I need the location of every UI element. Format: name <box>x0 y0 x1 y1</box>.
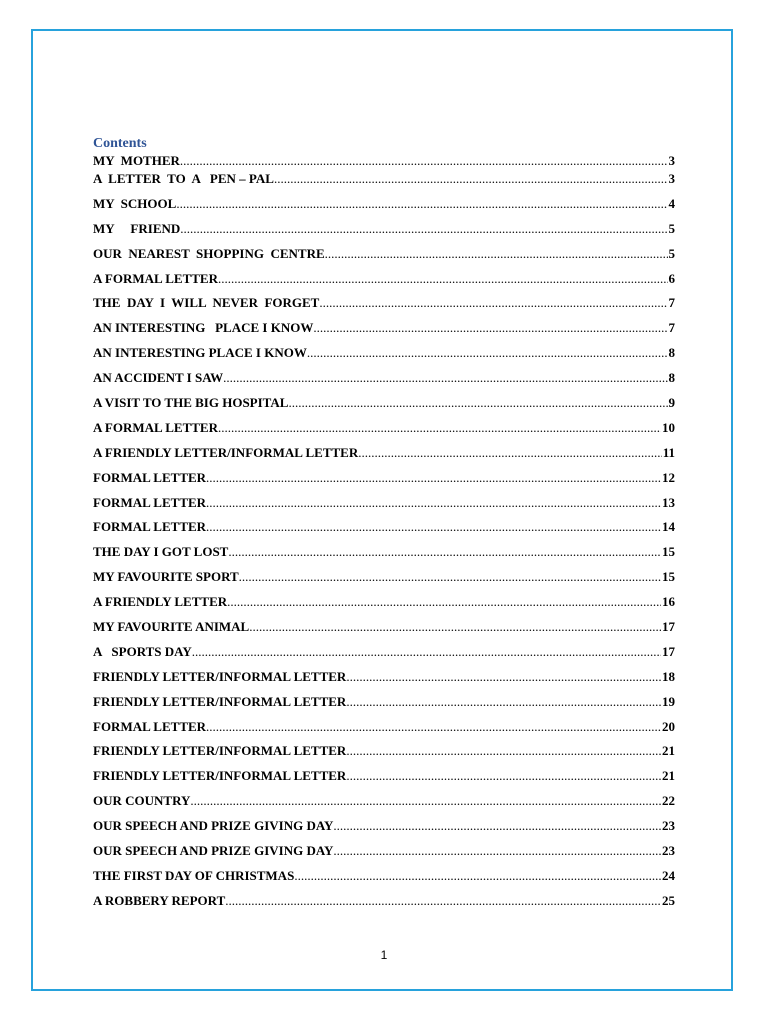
toc-dot-leader <box>225 893 661 909</box>
toc-entry-page-number[interactable]: 21 <box>662 743 675 759</box>
toc-entry-title[interactable]: FRIENDLY LETTER/INFORMAL LETTER <box>93 743 347 759</box>
page-number: 1 <box>380 948 388 962</box>
toc-dot-leader <box>206 519 661 535</box>
toc-entry-title[interactable]: OUR NEAREST SHOPPING CENTRE <box>93 245 325 261</box>
toc-entry-title[interactable]: FORMAL LETTER <box>93 494 207 510</box>
toc-entry-page-number[interactable]: 5 <box>668 220 675 236</box>
toc-entry-page-number[interactable]: 10 <box>662 419 675 435</box>
toc-dot-leader <box>218 420 661 436</box>
toc-dot-leader <box>319 295 667 311</box>
toc-dot-leader <box>227 594 661 610</box>
toc-entry[interactable] <box>93 694 675 719</box>
toc-entry-page-number[interactable]: 12 <box>662 469 675 485</box>
toc-dot-leader <box>325 246 668 262</box>
toc-entry-page-number[interactable]: 11 <box>662 444 675 460</box>
toc-entry-page-number[interactable]: 15 <box>662 544 675 560</box>
toc-entry-title[interactable]: OUR SPEECH AND PRIZE GIVING DAY <box>93 818 334 834</box>
toc-dot-leader <box>294 868 661 884</box>
toc-dot-leader <box>206 719 661 735</box>
toc-entry[interactable] <box>93 644 675 669</box>
toc-entry[interactable] <box>93 619 675 644</box>
toc-dot-leader <box>288 395 667 411</box>
toc-entry-title[interactable]: THE DAY I WILL NEVER FORGET <box>93 295 320 311</box>
toc-entry[interactable] <box>93 221 675 246</box>
toc-entry[interactable] <box>93 495 675 520</box>
toc-entry-title[interactable]: MY MOTHER <box>93 153 180 168</box>
toc-entry-page-number[interactable]: 23 <box>662 843 675 859</box>
toc-entry[interactable] <box>93 345 675 370</box>
toc-entry[interactable] <box>93 420 675 445</box>
toc-entry[interactable] <box>93 295 675 320</box>
toc-entry-page-number[interactable]: 7 <box>668 295 675 311</box>
toc-entry[interactable] <box>93 868 675 893</box>
toc-entry-page-number[interactable]: 8 <box>668 370 675 386</box>
toc-entry[interactable] <box>93 818 675 843</box>
toc-dot-leader <box>346 743 661 759</box>
toc-dot-leader <box>346 694 661 710</box>
toc-dot-leader <box>206 470 661 486</box>
toc-entry-page-number[interactable]: 24 <box>662 867 675 883</box>
toc-dot-leader <box>333 818 661 834</box>
toc-entry-page-number[interactable]: 17 <box>662 643 675 659</box>
toc-entry[interactable] <box>93 768 675 793</box>
toc-dot-leader <box>176 196 667 212</box>
toc-entry-page-number[interactable]: 4 <box>668 195 675 211</box>
toc-dot-leader <box>192 644 661 660</box>
toc-entry[interactable] <box>93 569 675 594</box>
toc-entry-page-number[interactable]: 23 <box>662 818 675 834</box>
toc-heading: Contents <box>93 136 147 151</box>
toc-entry-page-number[interactable]: 21 <box>662 768 675 784</box>
toc-dot-leader <box>223 370 667 386</box>
toc-entry-title[interactable]: FRIENDLY LETTER/INFORMAL LETTER <box>93 668 347 684</box>
toc-entry-page-number[interactable]: 8 <box>668 345 675 361</box>
toc-entry-title[interactable]: AN INTERESTING PLACE I KNOW <box>93 345 307 361</box>
toc-entry-page-number[interactable]: 17 <box>662 619 675 635</box>
toc-entry[interactable] <box>93 669 675 694</box>
toc-entry-title[interactable]: FRIENDLY LETTER/INFORMAL LETTER <box>93 768 347 784</box>
toc-entry-page-number[interactable]: 25 <box>662 892 675 908</box>
toc-entry[interactable] <box>93 719 675 744</box>
toc-entry-title[interactable]: FORMAL LETTER <box>93 519 207 535</box>
toc-entry[interactable] <box>93 445 675 470</box>
toc-entry-page-number[interactable]: 14 <box>662 519 675 535</box>
toc-dot-leader <box>190 793 661 809</box>
toc-dot-leader <box>346 768 661 784</box>
toc-dot-leader <box>346 669 661 685</box>
toc-entry-page-number[interactable]: 19 <box>662 693 675 709</box>
toc-entry[interactable] <box>93 843 675 868</box>
toc-dot-leader <box>206 495 661 511</box>
toc-entry-page-number[interactable]: 9 <box>668 395 675 411</box>
toc-entry[interactable] <box>93 544 675 569</box>
toc-entry-title[interactable]: A VISIT TO THE BIG HOSPITAL <box>93 395 289 411</box>
toc-entry-page-number[interactable]: 22 <box>662 793 675 809</box>
toc-entry-title[interactable]: MY SCHOOL <box>93 195 177 211</box>
toc-entry-title[interactable]: A FORMAL LETTER <box>93 270 218 286</box>
toc-entry-title[interactable]: OUR SPEECH AND PRIZE GIVING DAY <box>93 843 334 859</box>
toc-entry[interactable] <box>93 793 675 818</box>
toc-entry-title[interactable]: FRIENDLY LETTER/INFORMAL LETTER <box>93 693 347 709</box>
toc-entry[interactable] <box>93 196 675 221</box>
toc-entry[interactable] <box>93 594 675 619</box>
toc-dot-leader <box>218 271 668 287</box>
toc-entry-page-number[interactable]: 15 <box>662 569 675 585</box>
toc-dot-leader <box>358 445 661 461</box>
toc-entry-page-number[interactable]: 18 <box>662 668 675 684</box>
toc-entry-title[interactable]: AN INTERESTING PLACE I KNOW <box>93 320 314 336</box>
toc-dot-leader <box>180 153 668 169</box>
toc-entry-page-number[interactable]: 7 <box>668 320 675 336</box>
toc-entry-title[interactable]: MY FRIEND <box>93 220 181 236</box>
toc-entry[interactable] <box>93 893 675 918</box>
toc-entry-title[interactable]: A FRIENDLY LETTER <box>93 594 228 610</box>
toc-entry-page-number[interactable]: 3 <box>668 153 675 168</box>
toc-dot-leader <box>239 569 661 585</box>
toc-dot-leader <box>228 544 661 560</box>
toc-entry-page-number[interactable]: 6 <box>668 270 675 286</box>
toc-dot-leader <box>307 345 668 361</box>
toc-dot-leader <box>313 320 667 336</box>
toc-entry-title[interactable]: A FORMAL LETTER <box>93 419 218 435</box>
toc-entry-page-number[interactable]: 20 <box>662 718 675 734</box>
toc-list <box>93 153 675 918</box>
toc-entry-title[interactable]: A FRIENDLY LETTER/INFORMAL LETTER <box>93 444 359 460</box>
toc-entry-title[interactable]: THE DAY I GOT LOST <box>93 544 229 560</box>
toc-entry-title[interactable]: A LETTER TO A PEN – PAL <box>93 171 274 186</box>
toc-entry[interactable] <box>93 743 675 768</box>
toc-entry[interactable] <box>93 246 675 271</box>
toc-entry-title[interactable]: MY FAVOURITE ANIMAL <box>93 619 250 635</box>
toc-entry[interactable] <box>93 153 675 171</box>
toc-dot-leader <box>274 171 668 187</box>
toc-entry[interactable] <box>93 395 675 420</box>
toc-entry-page-number[interactable]: 16 <box>662 594 675 610</box>
toc-entry-title[interactable]: MY FAVOURITE SPORT <box>93 569 239 585</box>
toc-entry[interactable] <box>93 470 675 495</box>
toc-entry-title[interactable]: A SPORTS DAY <box>93 643 192 659</box>
toc-entry-page-number[interactable]: 5 <box>668 245 675 261</box>
toc-entry[interactable] <box>93 320 675 345</box>
toc-dot-leader <box>333 843 661 859</box>
toc-entry[interactable] <box>93 271 675 296</box>
toc-entry-title[interactable]: OUR COUNTRY <box>93 793 191 809</box>
toc-entry[interactable] <box>93 519 675 544</box>
toc-entry-page-number[interactable]: 3 <box>668 171 675 186</box>
toc-dot-leader <box>249 619 661 635</box>
toc-entry[interactable] <box>93 171 675 196</box>
toc-entry-title[interactable]: THE FIRST DAY OF CHRISTMAS <box>93 867 295 883</box>
toc-entry-title[interactable]: A ROBBERY REPORT <box>93 892 226 908</box>
toc-entry-page-number[interactable]: 13 <box>662 494 675 510</box>
toc-entry-title[interactable]: AN ACCIDENT I SAW <box>93 370 224 386</box>
toc-entry[interactable] <box>93 370 675 395</box>
toc-dot-leader <box>180 221 667 237</box>
toc-entry-title[interactable]: FORMAL LETTER <box>93 469 207 485</box>
toc-entry-title[interactable]: FORMAL LETTER <box>93 718 207 734</box>
table-of-contents <box>93 135 675 918</box>
